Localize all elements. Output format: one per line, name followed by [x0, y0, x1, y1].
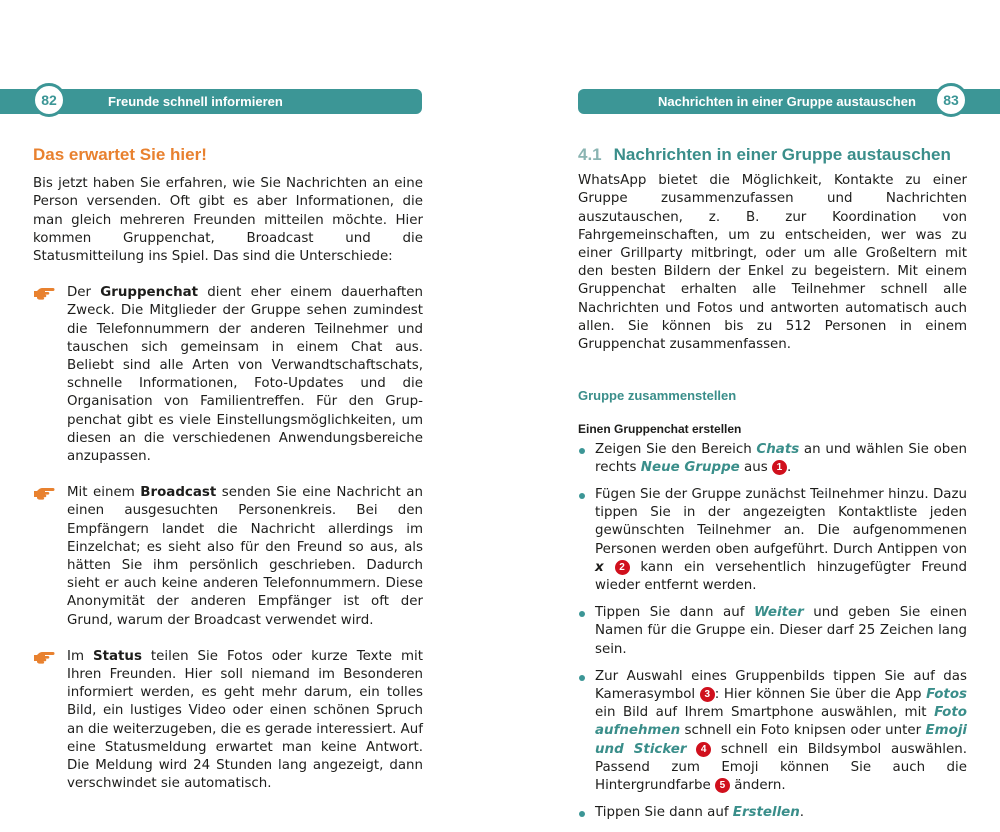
step-text [686, 742, 696, 757]
step-text: Zur Auswahl eines Gruppenbilds tippen Sie auf das Kamerasymbol [595, 668, 967, 703]
running-head-right-title: Nachrichten in einer Gruppe austauschen [658, 94, 916, 109]
callout-badge: 5 [715, 778, 730, 793]
chapter-title: Nachrichten in einer Gruppe austauschen [613, 145, 951, 164]
step-text: kann ein versehentlich hinzugefügter Freund wieder entfernt werden. [595, 559, 967, 594]
ui-term: Fotos [926, 687, 967, 703]
intro-paragraph: Bis jetzt haben Sie erfahren, wie Sie Nachrichten an eine Person versenden. Oft gibt es aber Informationen, die man gleich mehreren Freunden mitteilen möchte. Hier kommen Gruppenchat, Broadcast und die Statusmitteilung ins Spiel. Das sind die Unterschiede: [33, 176, 423, 265]
ui-term: Erstellen [732, 805, 800, 821]
item-term: Gruppenchat [100, 285, 199, 301]
bullet-icon [579, 611, 585, 617]
item-pre: Der [67, 285, 101, 301]
ui-term: Chats [756, 441, 800, 457]
pointing-hand-icon [33, 650, 55, 664]
right-page [578, 142, 967, 832]
list-item-broadcast [33, 484, 423, 630]
step-text: : Hier können Sie über die App [714, 687, 927, 703]
section-heading: Das erwartet Sie hier! [33, 145, 207, 164]
callout-badge: 2 [615, 560, 630, 575]
item-term: Status [92, 648, 142, 664]
page-number-right: 83 [934, 83, 968, 117]
steps-list [578, 441, 967, 823]
chapter-intro: WhatsApp bietet die Möglichkeit, Kontakte zu einer Gruppe zusammenzufassen und Nachrichten auszutauschen, z. B. zur Koordination von Fahrgemeinschaften, um zu entscheiden, wer was zu einer Grillparty mitbringt, oder um alle Großeltern mit den besten Bildern der Enkel zu begeistern. Mit einem Gruppenchat erhalten alle Teilnehmer schnell alle Nachrichten und Fotos und antworten automatisch auch allen. Sie können bis zu 512 Personen in einem Gruppenchat zusammenfassen. [578, 173, 967, 353]
left-page [33, 142, 423, 812]
running-head-left-title: Freunde schnell informieren [108, 94, 283, 109]
step-text: Zeigen Sie den Bereich [595, 441, 757, 457]
ui-term: Foto aufnehmen [595, 705, 967, 739]
feature-list [33, 284, 423, 793]
step-text: ändern. [729, 778, 786, 794]
chapter-heading [578, 146, 967, 164]
callout-badge: 4 [696, 742, 711, 757]
step-text: aus [739, 459, 772, 475]
step-item [578, 804, 967, 822]
step-text: Fügen Sie der Gruppe zunächst Teilnehmer hinzu. Dazu tippen Sie in der angezeigten Kontaktliste jeden gewünschten Teilnehmer an. Die aufgenommenen Personen werden oben aufgeführt. Durch Antippen von [595, 487, 967, 557]
step-text: ein Bild auf Ihrem Smartphone auswählen, mit [595, 705, 935, 721]
step-text: . [799, 805, 805, 821]
ui-term: Weiter [754, 605, 804, 621]
pointing-hand-icon [33, 486, 55, 500]
step-text: und geben Sie einen Namen für die Gruppe ein. Dieser darf 25 Zeichen lang sein. [595, 605, 967, 657]
step-text: schnell ein Foto knipsen oder unter [680, 723, 926, 739]
step-text: an und wählen Sie oben rechts [595, 441, 967, 475]
callout-badge: 1 [772, 460, 787, 475]
step-item [578, 604, 967, 659]
step-text [604, 560, 615, 575]
step-item [578, 668, 967, 795]
callout-badge: 3 [700, 687, 715, 702]
bullet-icon [579, 675, 585, 681]
step-text: schnell ein Bildsymbol auswählen. Passend zum Emoji können Sie auch die Hintergrundfarbe [595, 741, 967, 794]
step-text: Tippen Sie dann auf [595, 605, 755, 621]
pointing-hand-icon [33, 286, 55, 300]
item-post: senden Sie eine Nachricht an einen ausgesuchten Personenkreis. Bei den Empfängern landet die Nachricht allerdings im Einzelchat; es sieht also für den Freund so aus, als hätten Sie ihm persönlich geschrieben. Dadurch sieht er auch keine anderen Telefonnummern. Diese Anonymität der anderen Empfänger ist oft der Grund, warum der Broadcast verwendet wird. [67, 485, 423, 628]
item-term: Broadcast [140, 485, 217, 501]
step-text: Tippen Sie dann auf [595, 805, 733, 821]
item-post: dient eher einem dauerhaften Zweck. Die Mitglieder der Gruppe sehen zumindest die Telefonnummern der anderen Teilnehmer und tauschen sich gemeinsam in einem Chat aus. Beliebt sind alle Arten von Verwandtschaftschats, schnelle Informationen, Foto-Updates und die Organisation von Familientreffen. Für den Gruppenchat gibt es viele Einstellungsmöglichkeiten, um diesen an die verschiedenen Anwendungsbereiche anzupassen. [67, 285, 423, 465]
bullet-icon [579, 493, 585, 499]
instruction-heading: Einen Gruppenchat erstellen [578, 422, 742, 437]
ui-term: x [595, 559, 604, 575]
page-number-left: 82 [32, 83, 66, 117]
list-item-gruppenchat [33, 284, 423, 466]
item-pre: Mit einem [67, 485, 141, 501]
step-item [578, 441, 967, 477]
ui-term: Emoji und Sticker [595, 723, 967, 757]
ui-term: Neue Gruppe [640, 459, 740, 475]
subheading: Gruppe zusammenstellen [578, 388, 737, 404]
step-item [578, 486, 967, 595]
chapter-number: 4.1 [578, 145, 602, 164]
bullet-icon [579, 448, 585, 454]
list-item-status [33, 648, 423, 794]
bullet-icon [579, 811, 585, 817]
item-pre: Im [67, 648, 93, 664]
step-text: . [786, 459, 792, 475]
item-post: teilen Sie Fotos oder kurze Texte mit Ihren Freunden. Hier soll niemand im Besonderen informiert werden, es geht mehr darum, ein tolles Bild, ein lustiges Video oder einen schönen Spruch an die weiterzugeben, die es gerade interessiert. Auf eine Statusmeldung erwartet man keine Antwort. Die Meldung wird 24 Stunden lang angezeigt, dann verschwindet sie automatisch. [67, 648, 423, 792]
